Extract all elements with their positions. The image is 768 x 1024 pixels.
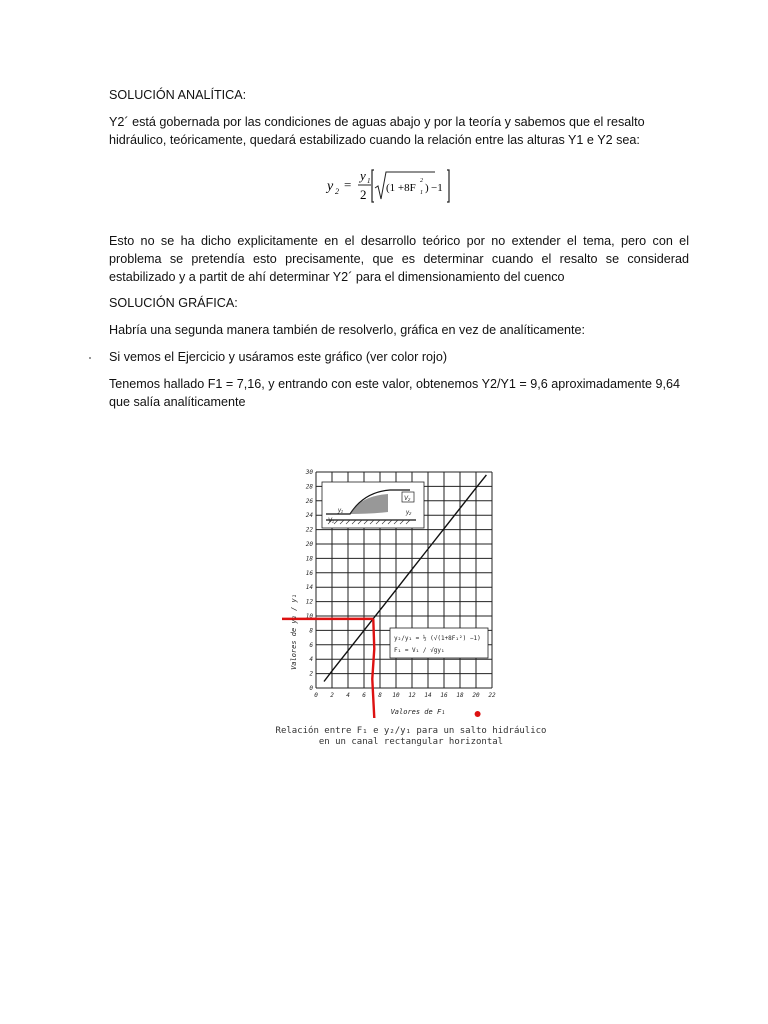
formula-inset xyxy=(390,628,488,658)
formula-num-sub: 1 xyxy=(367,177,371,185)
left-bracket xyxy=(372,170,374,202)
x-tick-label: 22 xyxy=(488,692,496,699)
paragraph-explanation: Esto no se ha dicho explicitamente en el desarrollo teórico por no extender el tema, pero con el problema se pretendía esto precisamente, que es determinar cuando el resalto se considerad estabilizado y a partit de ahí determinar Y2´ para el dimensionamiento del cuenco xyxy=(109,234,689,284)
hydraulic-jump-formula xyxy=(325,166,455,208)
right-bracket xyxy=(447,170,449,202)
x-tick-label: 14 xyxy=(424,692,432,699)
y-tick-label: 18 xyxy=(305,555,313,563)
y-tick-label: 16 xyxy=(305,569,313,577)
x-tick-label: 8 xyxy=(378,692,382,699)
paragraph-graph-reference: Si vemos el Ejercicio y usáramos este gráfico (ver color rojo) xyxy=(109,350,448,364)
x-tick-label: 16 xyxy=(440,692,448,699)
x-tick-label: 10 xyxy=(392,692,400,699)
paragraph-result: Tenemos hallado F1 = 7,16, y entrando con este valor, obtenemos Y2/Y1 = 9,6 aproximadamente 9,64 que salía analíticamente xyxy=(109,377,681,409)
label-y1: y₁ xyxy=(338,508,343,514)
paragraph-intro: Y2´ está gobernada por las condiciones de aguas abajo y por la teoría y sabemos que el resalto hidráulico, teóricamente, quedará estabilizado cuando la relación entre las alturas Y1 e Y2 sea: xyxy=(109,115,645,147)
x-tick-label: 20 xyxy=(472,692,480,699)
y-tick-label: 26 xyxy=(305,497,313,505)
x-tick-label: 2 xyxy=(330,692,334,699)
y-tick-label: 12 xyxy=(305,598,313,606)
chart-svg xyxy=(260,462,550,722)
x-tick-label: 6 xyxy=(362,692,366,699)
formula-eq: = xyxy=(344,177,352,192)
y-tick-label: 22 xyxy=(305,526,313,534)
figure-caption xyxy=(266,726,556,748)
formula-den: 2 xyxy=(360,187,367,202)
y-tick-label: 10 xyxy=(305,613,313,620)
jump-sketch xyxy=(322,482,424,528)
inset-formula-line1: y₂/y₁ = ½ (√(1+8F₁²) −1) xyxy=(394,635,481,642)
stray-dot xyxy=(89,357,91,359)
red-dot xyxy=(475,711,481,717)
label-v1: V₁ xyxy=(328,518,334,524)
y-tick-label: 24 xyxy=(305,512,313,520)
label-v2: V₂ xyxy=(404,496,411,502)
y-tick-label: 0 xyxy=(309,685,313,692)
heading-solucion-analitica: SOLUCIÓN ANALÍTICA: xyxy=(109,88,247,102)
formula-radicand-sub: 1 xyxy=(420,190,423,196)
x-tick-label: 4 xyxy=(346,692,350,699)
heading-solucion-grafica: SOLUCIÓN GRÁFICA: xyxy=(109,296,238,310)
formula-radicand-close: ) xyxy=(425,182,429,194)
formula-radicand: (1 +8F xyxy=(386,182,416,194)
x-axis-title: Valores de F₁ xyxy=(390,708,446,716)
y-tick-label: 20 xyxy=(305,541,313,548)
paragraph-graphic-method: Habría una segunda manera también de resolverlo, gráfica en vez de analíticamente: xyxy=(109,323,586,337)
red-vertical-line xyxy=(372,619,374,718)
caption-line-2: en un canal rectangular horizontal xyxy=(318,737,504,747)
y-tick-label: 2 xyxy=(309,670,313,678)
x-tick-label: 0 xyxy=(314,692,318,699)
x-tick-label: 18 xyxy=(456,692,464,699)
formula-graphic xyxy=(325,166,455,208)
y-tick-label: 8 xyxy=(309,627,313,635)
formula-lhs-sub: 2 xyxy=(335,187,339,196)
y-tick-label: 28 xyxy=(305,483,313,491)
y-tick-label: 14 xyxy=(305,584,313,592)
formula-radicand-sup: 2 xyxy=(420,178,423,184)
hydraulic-jump-chart xyxy=(260,462,550,762)
formula-minus-one: −1 xyxy=(431,182,443,194)
x-tick-label: 12 xyxy=(408,692,416,699)
label-y2: y₂ xyxy=(406,510,412,516)
y-tick-label: 30 xyxy=(305,469,313,476)
y-tick-label: 4 xyxy=(309,656,313,664)
caption-line-1: Relación entre F₁ e y₂/y₁ para un salto hidráulico xyxy=(275,726,547,736)
y-axis-title: Valores de y₂ / y₁ xyxy=(290,594,298,670)
formula-lhs: y xyxy=(327,179,334,194)
inset-formula-line2: F₁ = V₁ / √gy₁ xyxy=(394,647,445,654)
formula-num: y xyxy=(360,168,366,183)
y-tick-label: 6 xyxy=(309,641,313,649)
